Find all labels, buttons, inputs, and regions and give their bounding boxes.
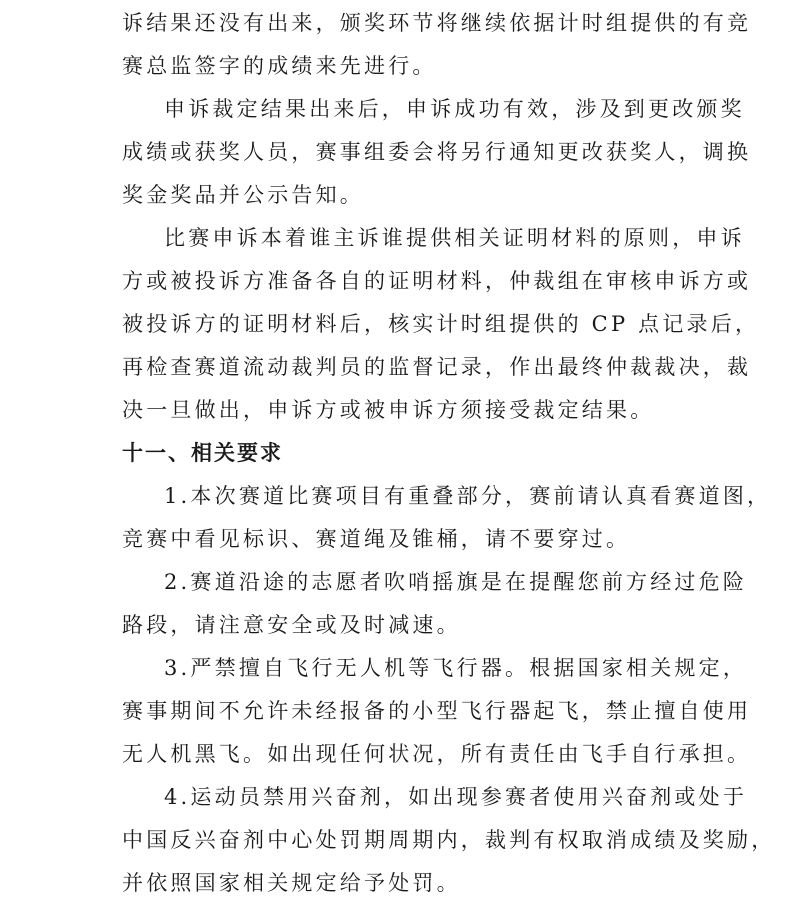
text-line: 并依照国家相关规定给予处罚。 xyxy=(122,871,461,895)
text-line: 诉结果还没有出来，颁奖环节将继续依据计时组提供的有竞 xyxy=(122,11,752,35)
text-line: 无人机黑飞。如出现任何状况，所有责任由飞手自行承担。 xyxy=(122,742,752,766)
text-line: 路段，请注意安全或及时减速。 xyxy=(122,613,461,637)
text-line: 竞赛中看见标识、赛道绳及锥桶，请不要穿过。 xyxy=(122,527,631,551)
section-heading: 十一、相关要求 xyxy=(122,441,283,465)
text-line: 赛事期间不允许未经报备的小型飞行器起飞，禁止擅自使用 xyxy=(122,699,752,723)
list-item-first-line: 4.运动员禁用兴奋剂，如出现参赛者使用兴奋剂或处于 xyxy=(164,785,748,809)
paragraph-first-line: 申诉裁定结果出来后，申诉成功有效，涉及到更改颁奖 xyxy=(164,97,745,121)
list-item-first-line: 2.赛道沿途的志愿者吹哨摇旗是在提醒您前方经过危险 xyxy=(164,570,748,594)
text-line: 被投诉方的证明材料后，核实计时组提供的 CP 点记录后， xyxy=(122,312,760,336)
paragraph-first-line: 比赛申诉本着谁主诉谁提供相关证明材料的原则，申诉 xyxy=(164,226,745,250)
list-item-first-line: 1.本次赛道比赛项目有重叠部分，赛前请认真看赛道图， xyxy=(164,484,772,508)
text-line: 赛总监签字的成绩来先进行。 xyxy=(122,54,437,78)
text-line: 方或被投诉方准备各自的证明材料，仲裁组在审核申诉方或 xyxy=(122,269,752,293)
text-line: 中国反兴奋剂中心处罚期周期内，裁判有权取消成绩及奖励， xyxy=(122,828,776,852)
list-item-first-line: 3.严禁擅自飞行无人机等飞行器。根据国家相关规定， xyxy=(164,656,748,680)
text-line: 再检查赛道流动裁判员的监督记录，作出最终仲裁裁决，裁 xyxy=(122,355,752,379)
text-line: 决一旦做出，申诉方或被申诉方须接受裁定结果。 xyxy=(122,398,655,422)
text-line: 成绩或获奖人员，赛事组委会将另行通知更改获奖人，调换 xyxy=(122,140,752,164)
text-line: 奖金奖品并公示告知。 xyxy=(122,183,364,207)
